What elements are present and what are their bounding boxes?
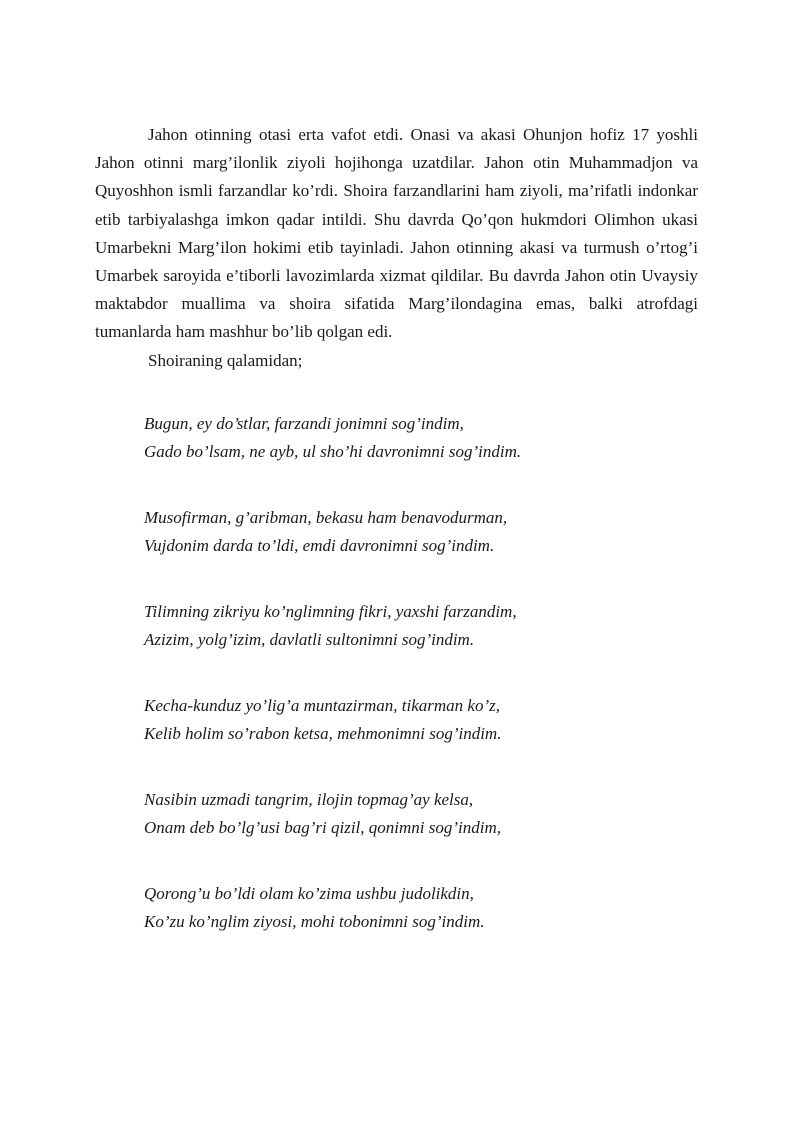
- poem-line: Vujdonim darda to’ldi, emdi davronimni sog’indim.: [144, 536, 495, 556]
- poem-line: Qorong’u bo’ldi olam ko’zima ushbu judolikdin,: [144, 883, 474, 903]
- poem-stanza: [144, 880, 698, 937]
- poem-line: Onam deb bo’lg’usi bag’ri qizil, qonimni sog’indim,: [144, 818, 501, 838]
- poem-line: Kecha-kunduz yo’lig’a muntazirman, tikarman ko’z,: [144, 695, 501, 715]
- poem-line: Kelib holim so’rabon ketsa, mehmonimni sog’indim.: [144, 724, 502, 744]
- poem-stanza: [144, 598, 698, 655]
- document-page: [95, 121, 698, 937]
- poem-line: Bugun, ey do’stlar, farzandi jonimni sog’indim,: [144, 413, 464, 433]
- poem-line: Ko’zu ko’nglim ziyosi, mohi tobonimni sog’indim.: [144, 912, 485, 932]
- poem-stanza: [144, 692, 698, 749]
- poem-line: Tilimning zikriyu ko’nglimning fikri, yaxshi farzandim,: [144, 601, 517, 621]
- poem-line: Gado bo’lsam, ne ayb, ul sho’hi davronimni sog’indim.: [144, 442, 522, 462]
- poem-line: Nasibin uzmadi tangrim, ilojin topmag’ay kelsa,: [144, 789, 474, 809]
- poem-intro: Shoiraning qalamidan;: [148, 350, 303, 370]
- poem-line: Musofirman, g’aribman, bekasu ham benavodurman,: [144, 507, 508, 527]
- poem-line: Azizim, yolg’izim, davlatli sultonimni sog’indim.: [144, 630, 475, 650]
- poem-stanza: [144, 786, 698, 843]
- poem-stanza: [144, 504, 698, 561]
- poem-stanza: [144, 410, 698, 467]
- body-paragraph: Jahon otinning otasi erta vafot etdi. Onasi va akasi Ohunjon hofiz 17 yoshli Jahon otinni marg’ilonlik ziyoli hojihonga uzatdilar. Jahon otin Muhammadjon va Quyoshhon ismli farzandlar ko’rdi. Shoira farzandlarini ham ziyoli, ma’rifatli indonkar etib tarbiyalashga imkon qadar intildi. Shu davrda Qo’qon hukmdori Olimhon ukasi Umarbekni Marg’ilon hokimi etib tayinladi. Jahon otinning akasi va turmush o’rtog’i Umarbek saroyida e’tiborli lavozimlarda xizmat qildilar. Bu davrda Jahon otin Uvaysiy maktabdor muallima va shoira sifatida Marg’ilondagina emas, balki atrofdagi tumanlarda ham mashhur bo’lib qolgan edi.: [95, 125, 698, 342]
- poem: [95, 410, 698, 937]
